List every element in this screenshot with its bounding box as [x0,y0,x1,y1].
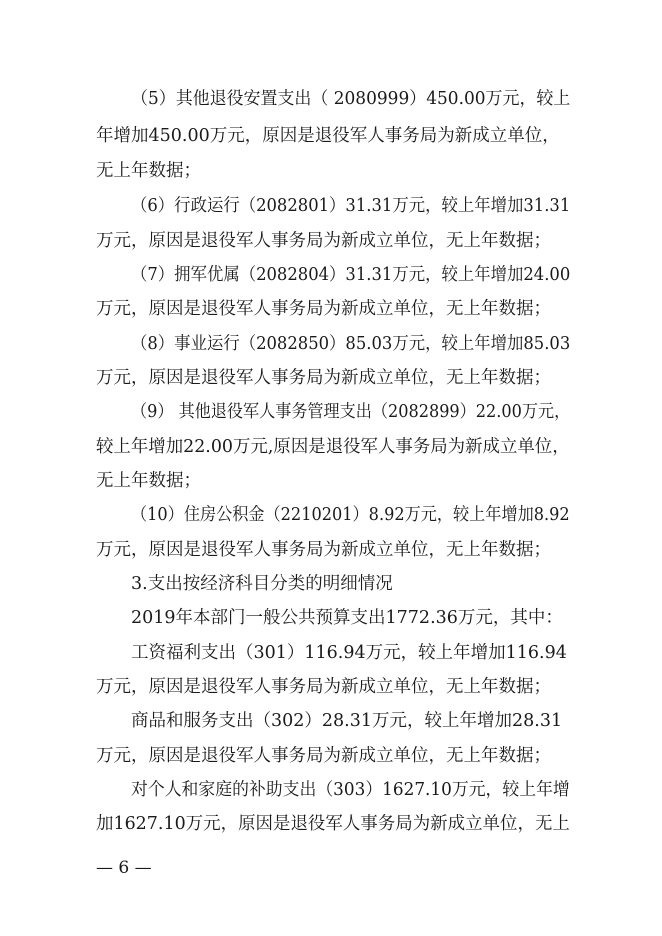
paragraph-line: （8）事业运行（2082850）85.03万元，较上年增加85.03 [131,334,571,354]
paragraph-line: 万元，原因是退役军人事务局为新成立单位，无上年数据； [96,540,551,560]
paragraph-line: 万元，原因是退役军人事务局为新成立单位，无上年数据； [96,368,551,388]
paragraph-line: 2019年本部门一般公共预算支出1772.36万元，其中： [131,608,563,628]
paragraph-line: 万元，原因是退役军人事务局为新成立单位，无上年数据； [96,299,551,319]
paragraph-line: 较上年增加22.00万元,原因是退役军人事务局为新成立单位， [96,437,570,457]
paragraph-line: 万元，原因是退役军人事务局为新成立单位，无上年数据； [96,677,551,697]
section-heading: 3.支出按经济科目分类的明细情况 [131,574,393,594]
paragraph-line: （9） 其他退役军人事务管理支出（2082899）22.00万元， [131,402,571,422]
paragraph-line: 工资福利支出（301）116.94万元，较上年增加116.94 [131,643,567,663]
paragraph-line: 加1627.10万元，原因是退役军人事务局为新成立单位，无上 [96,814,570,834]
paragraph-line: （5）其他退役安置支出（ 2080999）450.00万元，较上 [131,89,571,109]
paragraph-line: 无上年数据； [96,471,201,491]
paragraph-line: （6）行政运行（2082801）31.31万元，较上年增加31.31 [131,196,571,216]
paragraph-line: （10）住房公积金（2210201）8.92万元，较上年增加8.92 [131,505,570,525]
paragraph-line: 年增加450.00万元，原因是退役军人事务局为新成立单位， [96,126,560,146]
paragraph-line: （7）拥军优属（2082804）31.31万元，较上年增加24.00 [131,265,571,285]
page-number: — 6 — [96,858,152,878]
paragraph-line: 万元，原因是退役军人事务局为新成立单位，无上年数据； [96,746,551,766]
paragraph-line: 对个人和家庭的补助支出（303）1627.10万元，较上年增 [131,780,570,800]
paragraph-line: 无上年数据； [96,161,201,181]
paragraph-line: 万元，原因是退役军人事务局为新成立单位，无上年数据； [96,231,551,251]
paragraph-line: 商品和服务支出（302）28.31万元，较上年增加28.31 [131,711,563,731]
